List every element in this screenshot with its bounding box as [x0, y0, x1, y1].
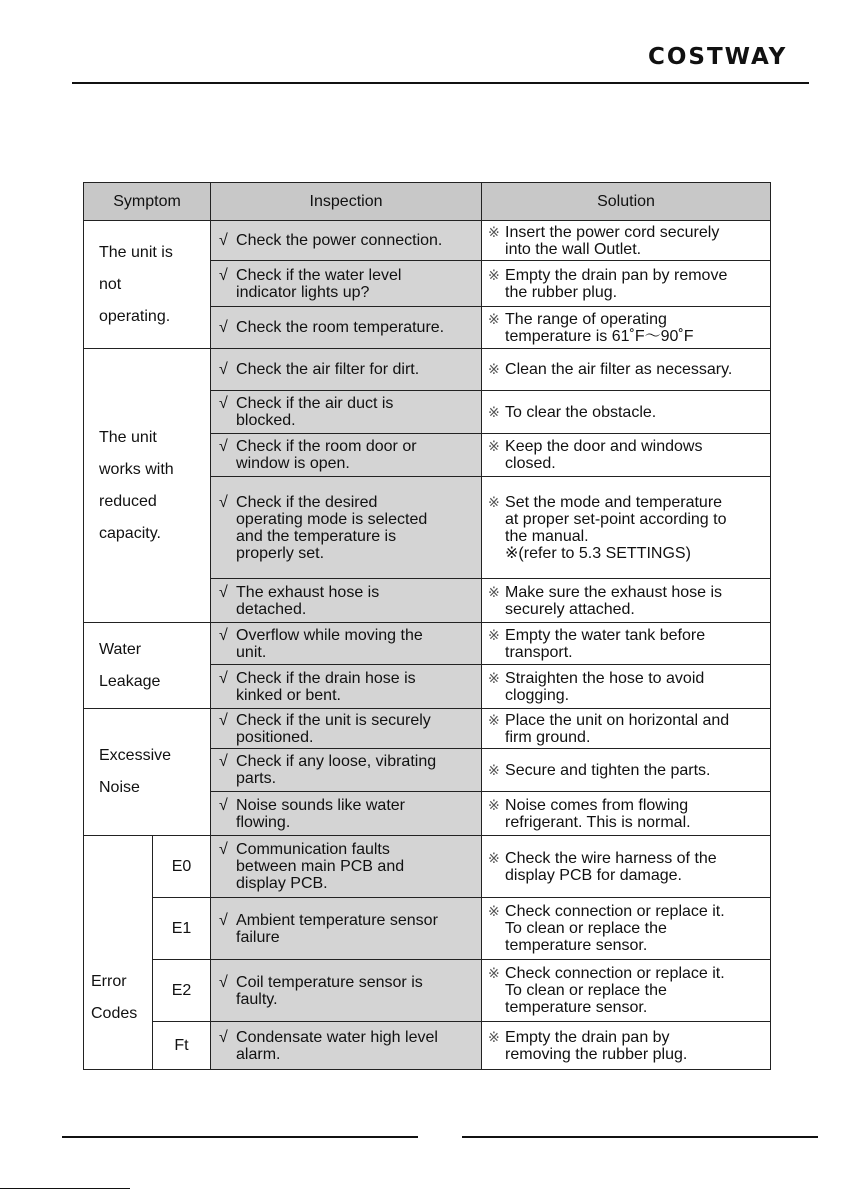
check-icon: √	[219, 911, 228, 929]
page-edge-rule	[0, 1188, 130, 1189]
check-icon: √	[219, 669, 228, 687]
brand-logo: COSTWAY	[648, 44, 788, 70]
inspection-cell: √ Ambient temperature sensor failure	[211, 898, 482, 960]
note-icon: ※	[488, 223, 500, 240]
footer-rule-right	[462, 1136, 818, 1138]
check-icon: √	[219, 841, 228, 858]
solution-cell: ※ Empty the drain pan by removing the rubber plug.	[482, 1022, 771, 1070]
inspection-cell: √ Check if any loose, vibrating parts.	[211, 749, 482, 792]
inspection-cell: √ Check if the drain hose is kinked or bent.	[211, 665, 482, 709]
note-icon: ※	[488, 438, 500, 454]
check-icon: √	[219, 438, 228, 455]
note-icon: ※	[488, 711, 500, 728]
troubleshooting-table	[83, 182, 771, 1070]
header-solution: Solution	[482, 183, 771, 221]
symptom-cell: Excessive Noise	[84, 709, 211, 836]
note-icon: ※	[488, 266, 500, 283]
check-icon: √	[219, 973, 228, 991]
table-row	[84, 836, 771, 898]
solution-cell: ※ Straighten the hose to avoid clogging.	[482, 665, 771, 709]
note-icon: ※	[488, 310, 500, 327]
inspection-cell: √ Check the room temperature.	[211, 307, 482, 349]
solution-cell: ※ Make sure the exhaust hose is securely attached.	[482, 579, 771, 623]
header-symptom: Symptom	[84, 183, 211, 221]
solution-cell: ※ Empty the drain pan by remove the rubber plug.	[482, 261, 771, 307]
note-icon: ※	[488, 493, 500, 510]
check-icon: √	[219, 1028, 228, 1046]
solution-cell: ※ To clear the obstacle.	[482, 391, 771, 434]
solution-cell: ※ Clean the air filter as necessary.	[482, 349, 771, 391]
solution-cell: ※ The range of operating temperature is 61˚F～90˚F	[482, 307, 771, 349]
check-icon: √	[219, 319, 228, 336]
table-row	[84, 349, 771, 391]
inspection-cell: √ Noise sounds like water flowing.	[211, 792, 482, 836]
inspection-cell: √ The exhaust hose is detached.	[211, 579, 482, 623]
inspection-cell: √ Check the power connection.	[211, 221, 482, 261]
error-code-cell: Ft	[153, 1022, 211, 1070]
table-row	[84, 1022, 771, 1070]
error-code-cell: E0	[153, 836, 211, 898]
check-icon: √	[219, 361, 228, 378]
table-row	[84, 898, 771, 960]
check-icon: √	[219, 493, 228, 511]
check-icon: √	[219, 753, 228, 770]
table-row	[84, 623, 771, 665]
error-code-cell: E1	[153, 898, 211, 960]
inspection-cell: √ Check if the water level indicator lights up?	[211, 261, 482, 307]
inspection-cell: √ Condensate water high level alarm.	[211, 1022, 482, 1070]
symptom-cell: The unit works with reduced capacity.	[84, 349, 211, 623]
check-icon: √	[219, 583, 228, 601]
check-icon: √	[219, 232, 228, 249]
table-row	[84, 960, 771, 1022]
note-icon: ※	[488, 761, 500, 778]
note-icon: ※	[488, 796, 500, 813]
symptom-cell: The unit is not operating.	[84, 221, 211, 349]
inspection-cell: √ Overflow while moving the unit.	[211, 623, 482, 665]
solution-cell: ※ Check connection or replace it. To clean or replace the temperature sensor.	[482, 898, 771, 960]
inspection-cell: √ Communication faults between main PCB and display PCB.	[211, 836, 482, 898]
note-icon: ※	[488, 965, 500, 981]
table-row	[84, 221, 771, 261]
note-icon: ※	[488, 583, 500, 600]
solution-cell: ※ Check the wire harness of the display PCB for damage.	[482, 836, 771, 898]
note-icon: ※	[488, 403, 500, 420]
footer-rule-left	[62, 1136, 418, 1138]
solution-cell: ※ Insert the power cord securely into the wall Outlet.	[482, 221, 771, 261]
symptom-cell: Error Codes	[84, 836, 153, 1070]
check-icon: √	[219, 266, 228, 284]
note-icon: ※	[488, 849, 500, 866]
inspection-cell: √ Check the air filter for dirt.	[211, 349, 482, 391]
check-icon: √	[219, 626, 228, 644]
solution-cell: ※ Place the unit on horizontal and firm ground.	[482, 709, 771, 749]
note-icon: ※	[488, 1028, 500, 1045]
check-icon: √	[219, 395, 228, 412]
check-icon: √	[219, 796, 228, 814]
error-code-cell: E2	[153, 960, 211, 1022]
table-header-row	[84, 183, 771, 221]
header-divider	[72, 82, 809, 84]
inspection-cell: √ Coil temperature sensor is faulty.	[211, 960, 482, 1022]
header-inspection: Inspection	[211, 183, 482, 221]
solution-cell: ※ Check connection or replace it. To clean or replace the temperature sensor.	[482, 960, 771, 1022]
solution-cell: ※ Secure and tighten the parts.	[482, 749, 771, 792]
symptom-cell: Water Leakage	[84, 623, 211, 709]
table-row	[84, 709, 771, 749]
solution-cell: ※ Set the mode and temperature at proper set-point according to the manual. ※(refer to 5.3 SETTINGS)	[482, 477, 771, 579]
solution-cell: ※ Keep the door and windows closed.	[482, 434, 771, 477]
check-icon: √	[219, 711, 228, 729]
inspection-cell: √ Check if the unit is securely positioned.	[211, 709, 482, 749]
inspection-cell: √ Check if the desired operating mode is selected and the temperature is properly set.	[211, 477, 482, 579]
note-icon: ※	[488, 626, 500, 643]
note-icon: ※	[488, 669, 500, 686]
solution-cell: ※ Empty the water tank before transport.	[482, 623, 771, 665]
inspection-cell: √ Check if the room door or window is open.	[211, 434, 482, 477]
note-icon: ※	[488, 361, 500, 377]
solution-cell: ※ Noise comes from flowing refrigerant. This is normal.	[482, 792, 771, 836]
note-icon: ※	[488, 903, 500, 919]
inspection-cell: √ Check if the air duct is blocked.	[211, 391, 482, 434]
